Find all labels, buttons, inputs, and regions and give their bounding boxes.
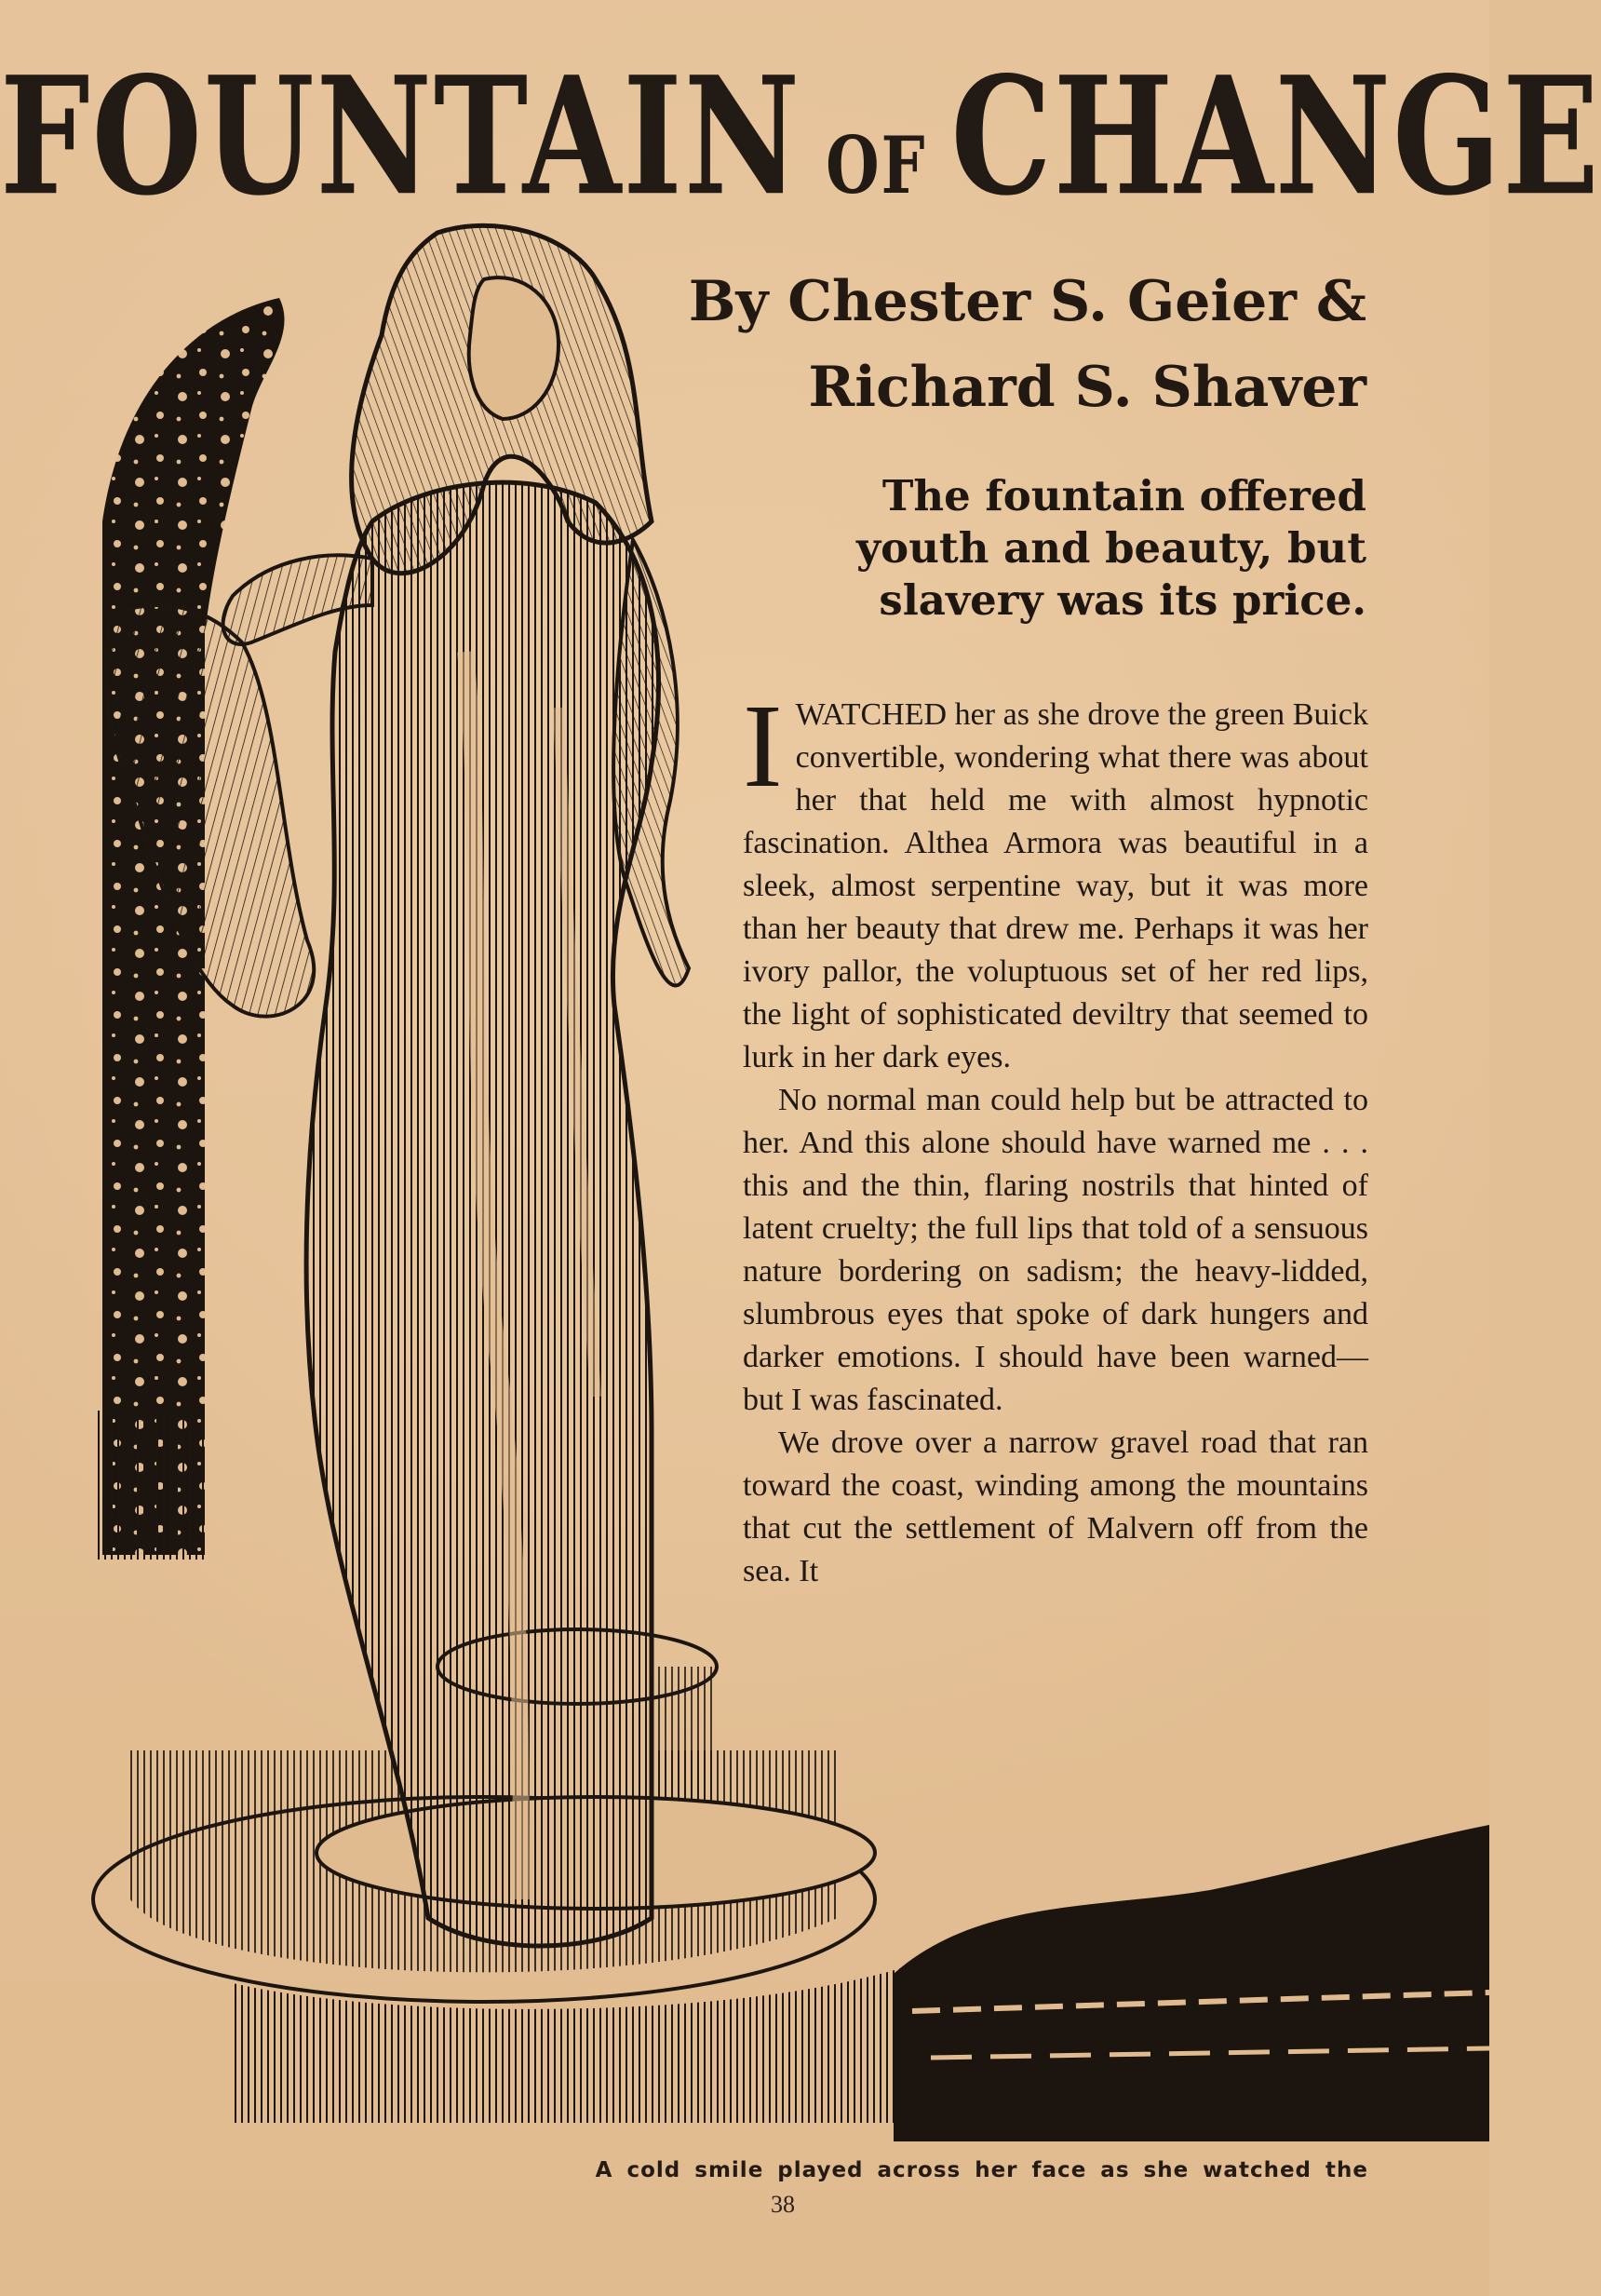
blurb-line-3: slavery was its price. [879, 575, 1366, 625]
title-word-fountain: FOUNTAIN [0, 41, 802, 233]
blurb-line-1: The fountain offered [881, 471, 1366, 520]
blurb-line-2: youth and beauty, but [856, 523, 1366, 573]
illustration-caption: A cold smile played across her face as she watched the [595, 2158, 1368, 2182]
woman-figure [223, 225, 689, 1946]
title-word-change: CHANGE [950, 41, 1601, 233]
story-paragraph-1 [743, 680, 1368, 1079]
story-title [0, 41, 1601, 233]
author-byline [689, 259, 1366, 430]
story-paragraph-2: No normal man could help but be attracted to her. And this alone should have warned me . . . this and the thin, flaring nostrils that hinted of latent cruelty; the full lips that told of a sensuous nature bordering on sadism; the heavy-lidded, slumbrous eyes that spoke of dark hungers and darker emotions. I should have been warned—but I was fascinated. [743, 1083, 1368, 1417]
title-word-of: OF [826, 118, 927, 212]
story-body [743, 680, 1368, 1593]
page-number: 38 [771, 2191, 795, 2218]
dark-water [894, 1825, 1489, 2141]
drop-cap: I [743, 680, 783, 812]
story-paragraph-3: We drove over a narrow gravel road that ran toward the coast, winding among the mountains that cut the settlement of Malvern off from the sea. It [743, 1425, 1368, 1588]
byline-line-2: Richard S. Shaver [808, 355, 1366, 420]
paragraph-1-text: WATCHED her as she drove the green Buick convertible, wondering what there was about her that held me with almost hypnotic fascination. Althea Armora was beautiful in a sleek, almost serpentine way, but it was more than her beauty that drew me. Perhaps it was her ivory pallor, the voluptuous set of her red lips, the light of sophisticated deviltry that seemed to lurk in her dark eyes. [743, 697, 1368, 1074]
story-blurb [771, 470, 1366, 627]
byline-line-1: By Chester S. Geier & [688, 269, 1366, 334]
